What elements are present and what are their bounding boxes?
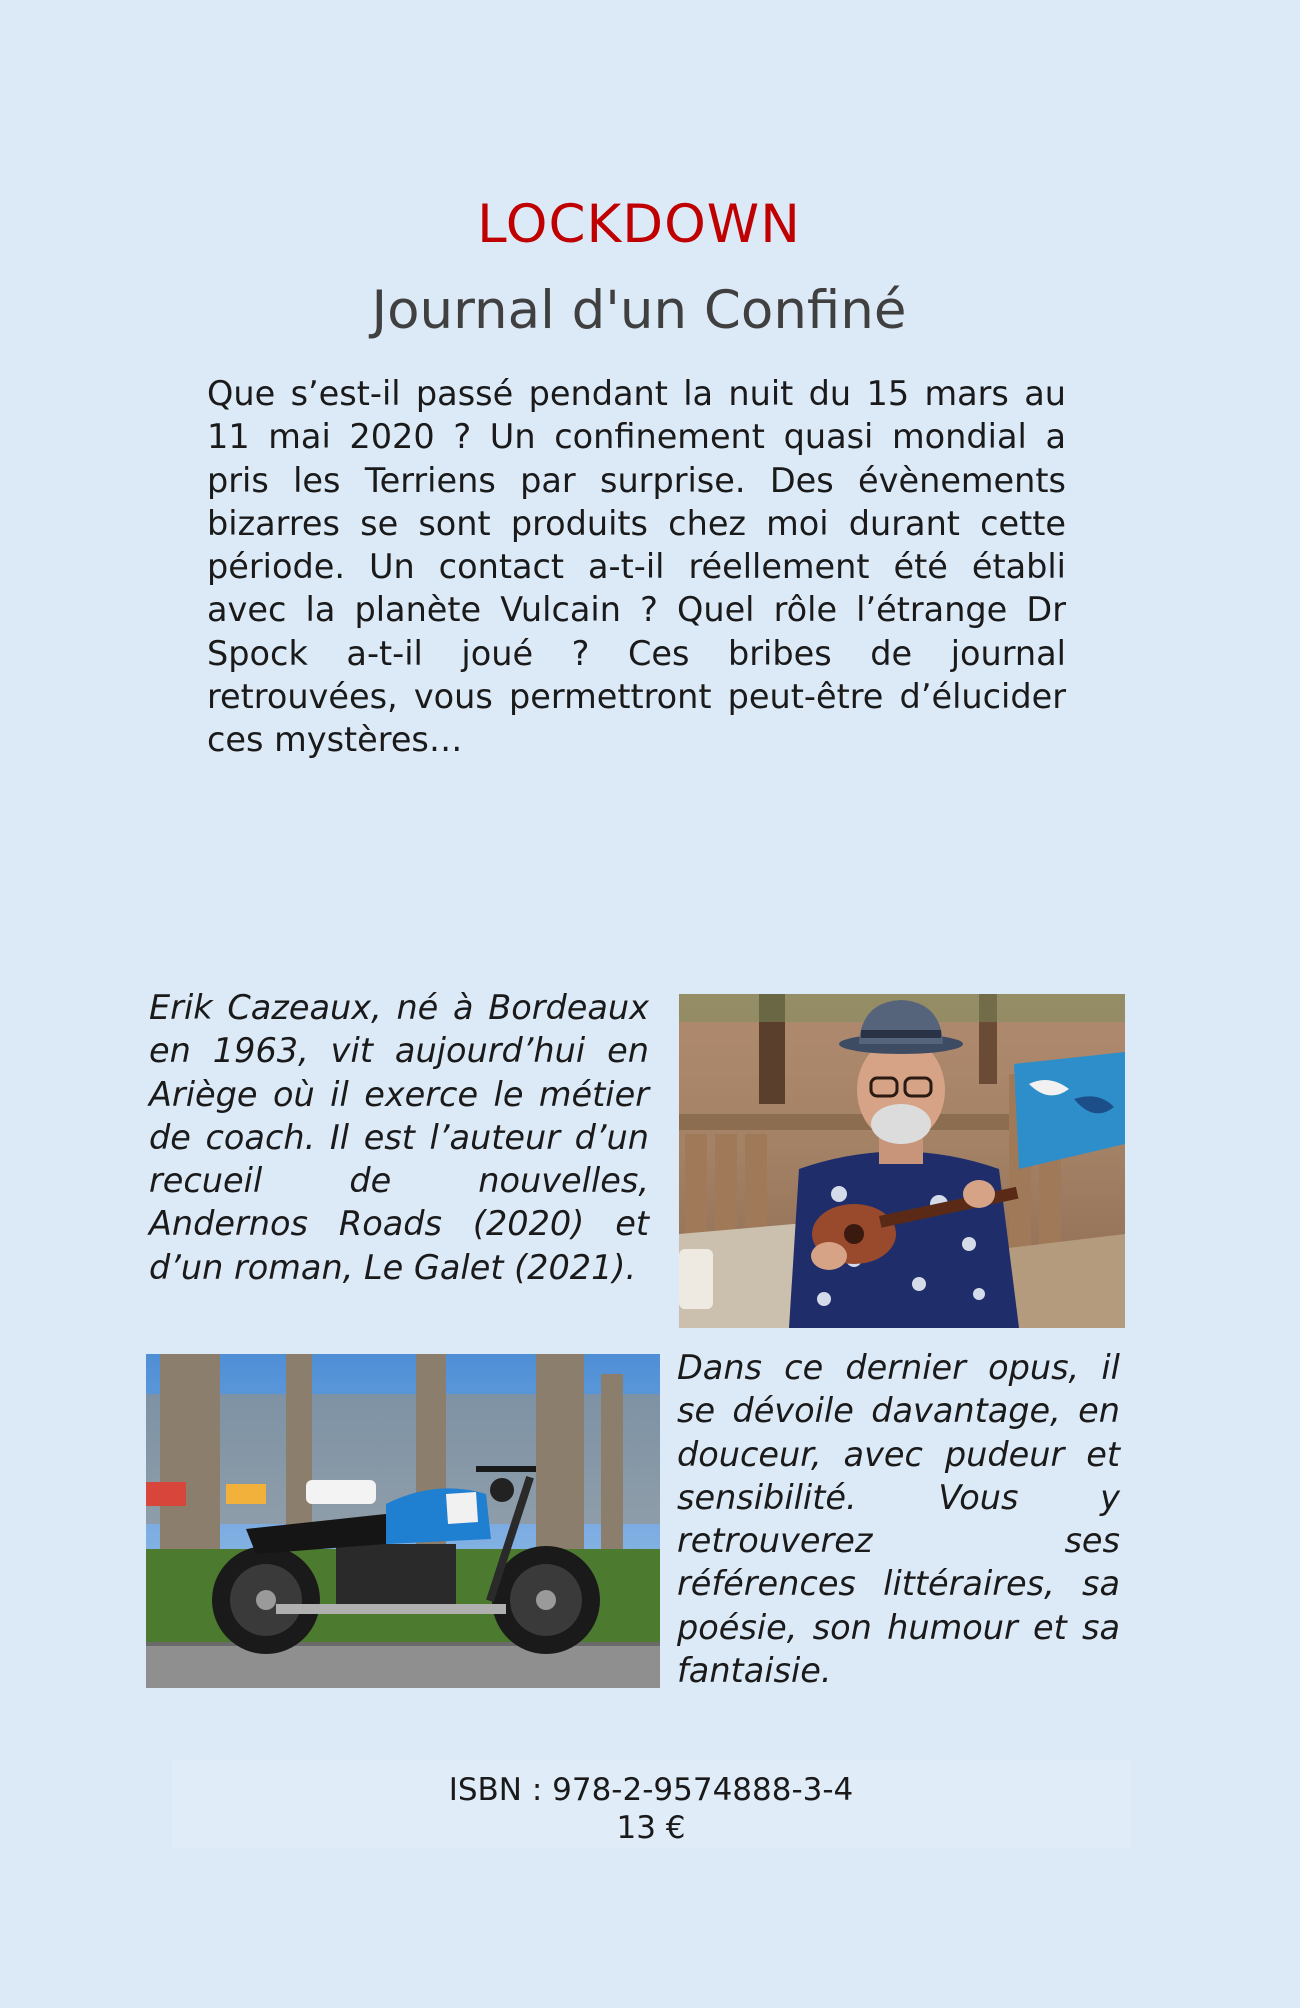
book-subtitle: Journal d'un Confiné bbox=[371, 280, 907, 341]
author-bio: Erik Cazeaux, né à Bordeaux en 1963, vit aujourd’hui en Ariège où il exerce le métier de coach. Il est l’auteur d’un recueil de nouvelles, Andernos Roads (2020) et d’un roman, Le Galet (2021). bbox=[149, 988, 649, 1287]
book-description: Dans ce dernier opus, il se dévoile davantage, en douceur, avec pudeur et sensibilité. Vous y retrouverez ses références littéraires, sa poésie, son humour et sa fantaisie. bbox=[677, 1348, 1120, 1691]
book-title: LOCKDOWN bbox=[477, 194, 801, 255]
isbn-number: ISBN : 978-2-9574888-3-4 bbox=[448, 1772, 854, 1808]
isbn-block bbox=[172, 1760, 1130, 1848]
book-price: 13 € bbox=[616, 1810, 686, 1846]
author-photo bbox=[679, 994, 1125, 1328]
motorcycle-photo bbox=[146, 1354, 660, 1688]
book-blurb: Que s’est-il passé pendant la nuit du 15 mars au 11 mai 2020 ? Un confinement quasi mondial a pris les Terriens par surprise. Des évènements bizarres se sont produits chez moi durant cette période. Un contact a-t-il réellement été établi avec la planète Vulcain ? Quel rôle l’étrange Dr Spock a-t-il joué ? Ces bribes de journal retrouvées, vous permettront peut-être d’élucider ces mystères… bbox=[207, 374, 1066, 760]
